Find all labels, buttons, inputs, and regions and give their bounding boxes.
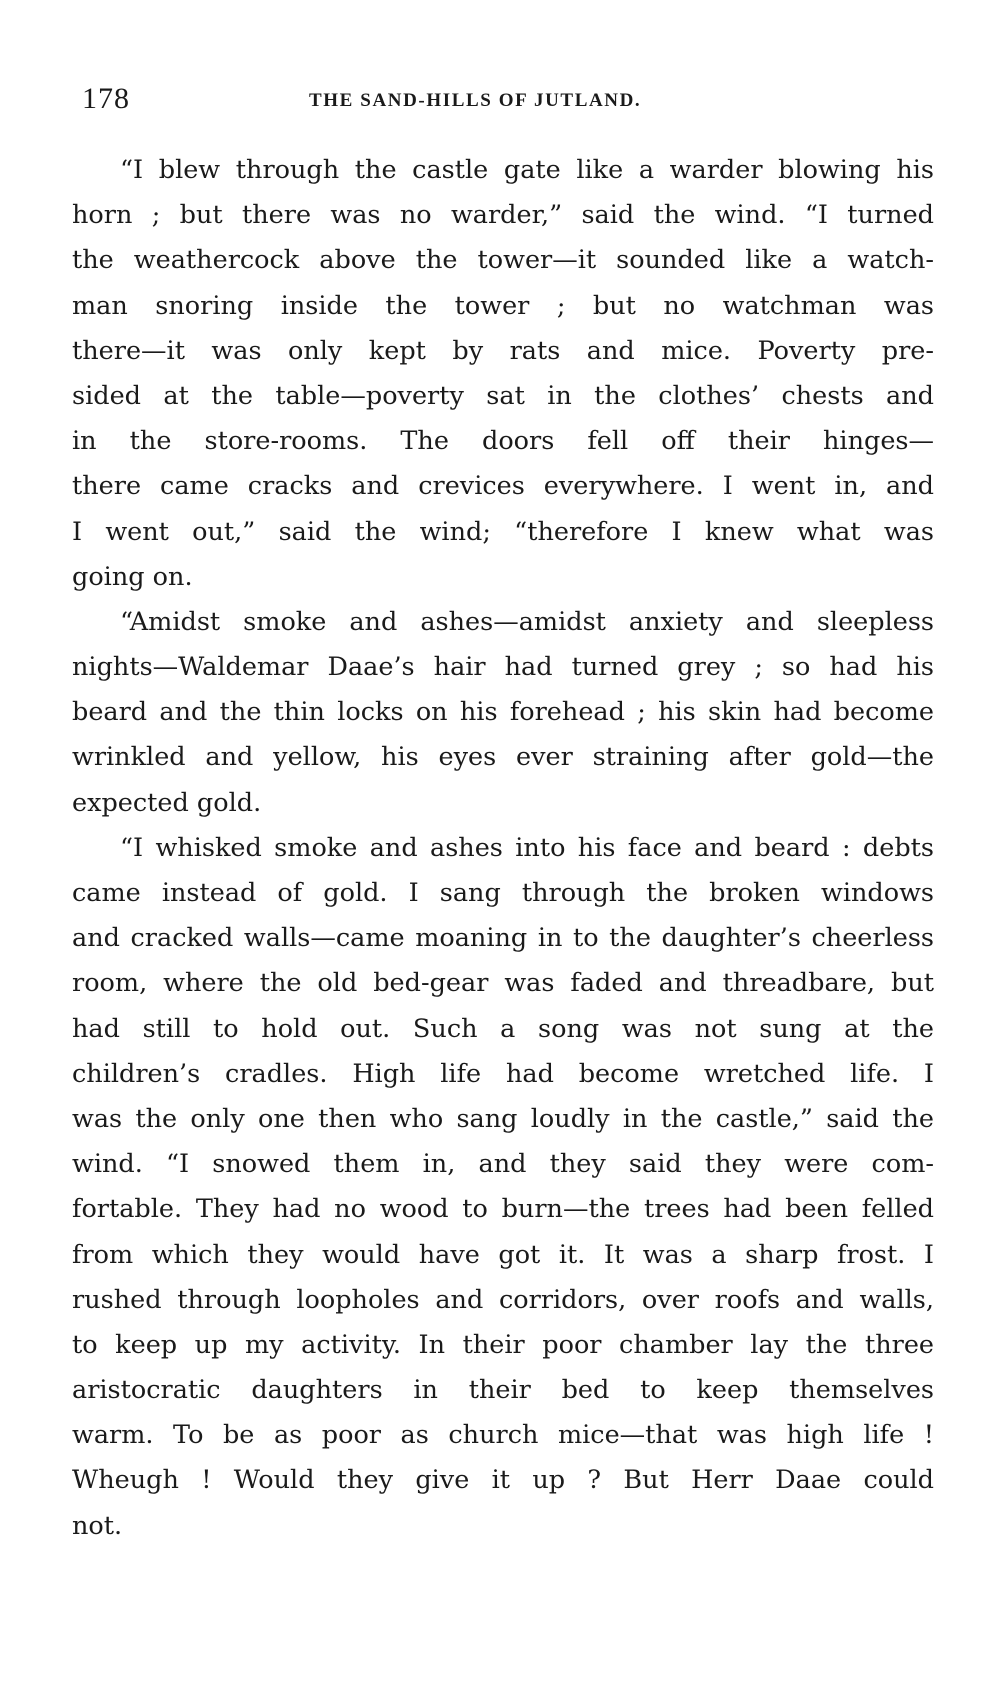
text-line: nights—Waldemar Daae’s hair had turned grey ; so had his bbox=[72, 652, 934, 683]
text-line: wind. “I snowed them in, and they said they were com- bbox=[72, 1149, 934, 1180]
text-line: I went out,” said the wind; “therefore I knew what was bbox=[72, 516, 934, 547]
body-text bbox=[72, 148, 934, 1549]
text-line: Wheugh ! Would they give it up ? But Herr Daae could bbox=[72, 1465, 934, 1496]
paragraph-2 bbox=[72, 600, 934, 826]
text-line: the weathercock above the tower—it sounded like a watch- bbox=[72, 245, 934, 276]
text-line: there came cracks and crevices everywhere. I went in, and bbox=[72, 471, 934, 502]
text-line: fortable. They had no wood to burn—the trees had been felled bbox=[72, 1194, 934, 1225]
paragraph-3 bbox=[72, 826, 934, 1549]
paragraph-1 bbox=[72, 148, 934, 600]
text-line: room, where the old bed-gear was faded and threadbare, but bbox=[72, 968, 934, 999]
text-line: from which they would have got it. It was a sharp frost. I bbox=[72, 1239, 934, 1270]
text-line: expected gold. bbox=[72, 787, 262, 818]
text-line: aristocratic daughters in their bed to keep themselves bbox=[72, 1375, 934, 1406]
text-line: there—it was only kept by rats and mice. Poverty pre- bbox=[72, 335, 934, 366]
text-line: not. bbox=[72, 1510, 123, 1541]
text-line: had still to hold out. Such a song was not sung at the bbox=[72, 1013, 934, 1044]
text-line: in the store-rooms. The doors fell off their hinges— bbox=[72, 426, 934, 457]
text-line: sided at the table—poverty sat in the clothes’ chests and bbox=[72, 380, 934, 411]
page-number: 178 bbox=[82, 82, 130, 115]
text-line: was the only one then who sang loudly in the castle,” said the bbox=[72, 1103, 934, 1134]
text-line: warm. To be as poor as church mice—that was high life ! bbox=[72, 1420, 934, 1451]
running-title: THE SAND-HILLS OF JUTLAND. bbox=[309, 90, 642, 111]
text-line: horn ; but there was no warder,” said the wind. “I turned bbox=[72, 200, 934, 231]
text-line: “I blew through the castle gate like a warder blowing his bbox=[120, 155, 934, 185]
page-header bbox=[82, 82, 942, 122]
text-line: “I whisked smoke and ashes into his face and beard : debts bbox=[120, 832, 934, 863]
text-line: came instead of gold. I sang through the broken windows bbox=[72, 878, 934, 908]
text-line: children’s cradles. High life had become wretched life. I bbox=[72, 1058, 934, 1089]
text-line: beard and the thin locks on his forehead ; his skin had become bbox=[72, 697, 934, 728]
text-line: going on. bbox=[72, 561, 193, 592]
text-line: wrinkled and yellow, his eyes ever straining after gold—the bbox=[72, 742, 934, 773]
text-line: to keep up my activity. In their poor chamber lay the three bbox=[72, 1329, 934, 1360]
text-line: man snoring inside the tower ; but no watchman was bbox=[72, 290, 934, 321]
text-line: “Amidst smoke and ashes—amidst anxiety and sleepless bbox=[120, 606, 934, 637]
text-line: and cracked walls—came moaning in to the daughter’s cheerless bbox=[72, 923, 934, 954]
text-line: rushed through loopholes and corridors, over roofs and walls, bbox=[72, 1284, 934, 1315]
